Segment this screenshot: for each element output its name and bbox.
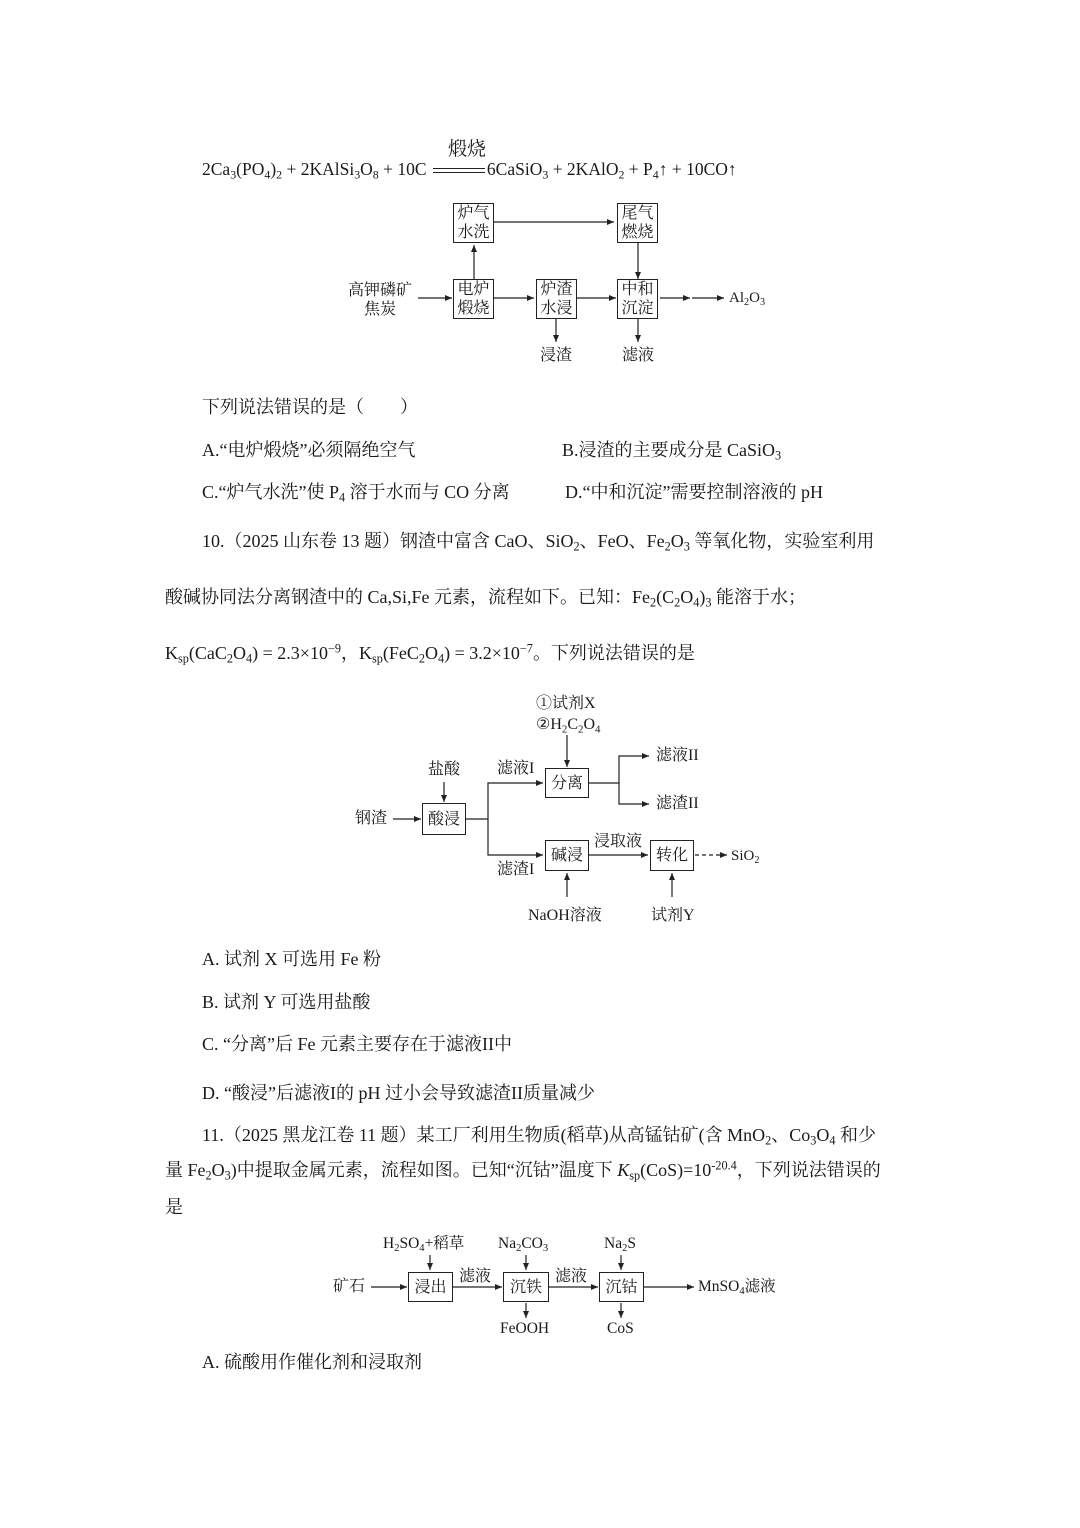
box-slag-leach: 炉渣 水浸 [536, 279, 577, 319]
q9-stem: 下列说法错误的是（ ） [202, 397, 418, 417]
label-steel-slag: 钢渣 [355, 810, 388, 827]
q10-option-a[interactable]: A. 试剂 X 可选用 Fe 粉 [202, 949, 381, 969]
label-hcl: 盐酸 [428, 761, 461, 778]
q9-option-a[interactable]: A.“电炉煅烧”必须隔绝空气 [202, 440, 416, 460]
label-filtrate-ii: 滤液II [656, 747, 699, 764]
label-sio2: SiO$_2$ [731, 848, 760, 867]
label-residue-i: 滤渣I [497, 861, 535, 878]
box-furnace-calcine: 电炉 煅烧 [453, 279, 494, 319]
label-al2o3: $Al_2O_3$ [729, 290, 766, 309]
equation-lhs: $2Ca_3(PO_4)_2$ + $2KAlSi_3O_8 + 10C$ [202, 159, 427, 182]
q10-line3: $K_{sp}(CaC_2O_4) = 2.3\times 10^{-9}$，$K_{sp}(FeC_2O_4) = 3.2\times 10^{-7}$。下列说法错误的是 [165, 641, 695, 666]
label-leachate: 浸取液 [594, 833, 643, 850]
label-naoh: NaOH溶液 [528, 907, 602, 924]
label-filtrate: 滤液 [622, 347, 655, 364]
q10-line2: 酸碱协同法分离钢渣中的 Ca,Si,Fe 元素，流程如下。已知：$Fe_2(C_2O_4)_3$ 能溶于水； [165, 587, 807, 610]
reagent-x-line: ①试剂X [536, 695, 596, 712]
raw-material-ore: 高钾磷矿 [348, 282, 413, 299]
box-separate: 分离 [545, 768, 589, 798]
q11-line2: 量 $Fe_2O_3$)中提取金属元素，流程如图。已知“沉钴”温度下 $K_{sp}(CoS)=10^{-20.4}$，下列说法错误的 [165, 1158, 881, 1183]
q11-line3: 是 [165, 1197, 183, 1217]
q10-option-c[interactable]: C. “分离”后 Fe 元素主要存在于滤液II中 [202, 1034, 512, 1054]
box-acid-leach: 酸浸 [422, 803, 466, 835]
label-reagent-y: 试剂Y [651, 907, 695, 924]
ksp-fec2o4: $K_{sp}(FeC_2O_4) = 3.2\times 10^{-7}$ [358, 641, 533, 666]
q9-option-b[interactable]: B.浸渣的主要成分是 CaSiO$_3$ [562, 440, 782, 463]
q10-option-d[interactable]: D. “酸浸”后滤液I的 pH 过小会导致滤渣II质量减少 [202, 1083, 595, 1103]
q10-line1: 10.（2025 山东卷 13 题）钢渣中富含 CaO、SiO$_2$、FeO、$Fe_2O_3$ 等氧化物，实验室利用 [202, 531, 875, 554]
box-leach: 浸出 [408, 1272, 453, 1302]
box-convert: 转化 [650, 840, 694, 871]
label-reagent-na2s: $Na_2S$ [604, 1235, 636, 1255]
raw-material-coke: 焦炭 [364, 301, 397, 318]
label-reagent-h2so4: $H_2SO_4+$稻草 [383, 1235, 465, 1255]
box-iron-precip: 沉铁 [503, 1272, 549, 1302]
label-leach-residue: 浸渣 [540, 347, 573, 364]
box-neutralize: 中和 沉淀 [617, 279, 658, 319]
q9-option-c[interactable]: C.“炉气水洗”使 $P_4$ 溶于水而与 CO 分离 [202, 482, 510, 505]
box-alkali-leach: 碱浸 [545, 840, 589, 871]
q9-option-d[interactable]: D.“中和沉淀”需要控制溶液的 pH [565, 482, 823, 502]
label-mnso4-filtrate: MnSO$_4$滤液 [698, 1278, 776, 1298]
box-cobalt-precip: 沉钴 [599, 1272, 644, 1302]
label-filtrate-1: 滤液 [459, 1268, 492, 1285]
box-furnace-gas-wash: 炉气 水洗 [453, 203, 494, 243]
label-ore: 矿石 [333, 1278, 366, 1295]
label-feooh: FeOOH [500, 1320, 550, 1337]
ksp-cac2o4: $K_{sp}(CaC_2O_4) = 2.3\times 10^{-9}$ [165, 641, 341, 666]
q10-option-b[interactable]: B. 试剂 Y 可选用盐酸 [202, 992, 371, 1012]
label-reagent-na2co3: $Na_2CO_3$ [498, 1235, 549, 1255]
label-filtrate-2: 滤液 [555, 1268, 588, 1285]
reagent-h2c2o4-line: $②H_2C_2O_4$ [536, 716, 601, 736]
q11-line1: 11.（2025 黑龙江卷 11 题）某工厂利用生物质(稻草)从高锰钴矿(含 MnO$_2$、$Co_3O_4$ 和少 [202, 1125, 877, 1148]
q11-option-a[interactable]: A. 硫酸用作催化剂和浸取剂 [202, 1352, 422, 1372]
reaction-condition: 煅烧 [448, 139, 487, 160]
label-cos: CoS [607, 1320, 634, 1337]
box-tail-gas-burn: 尾气 燃烧 [617, 203, 658, 243]
label-filtrate-i: 滤液I [497, 760, 535, 777]
equation-rhs: 6CaSiO$_3$ + 2KAlO$_2$ + $P_4↑$ + 10CO↑ [486, 159, 737, 182]
label-residue-ii: 滤渣II [656, 795, 699, 812]
